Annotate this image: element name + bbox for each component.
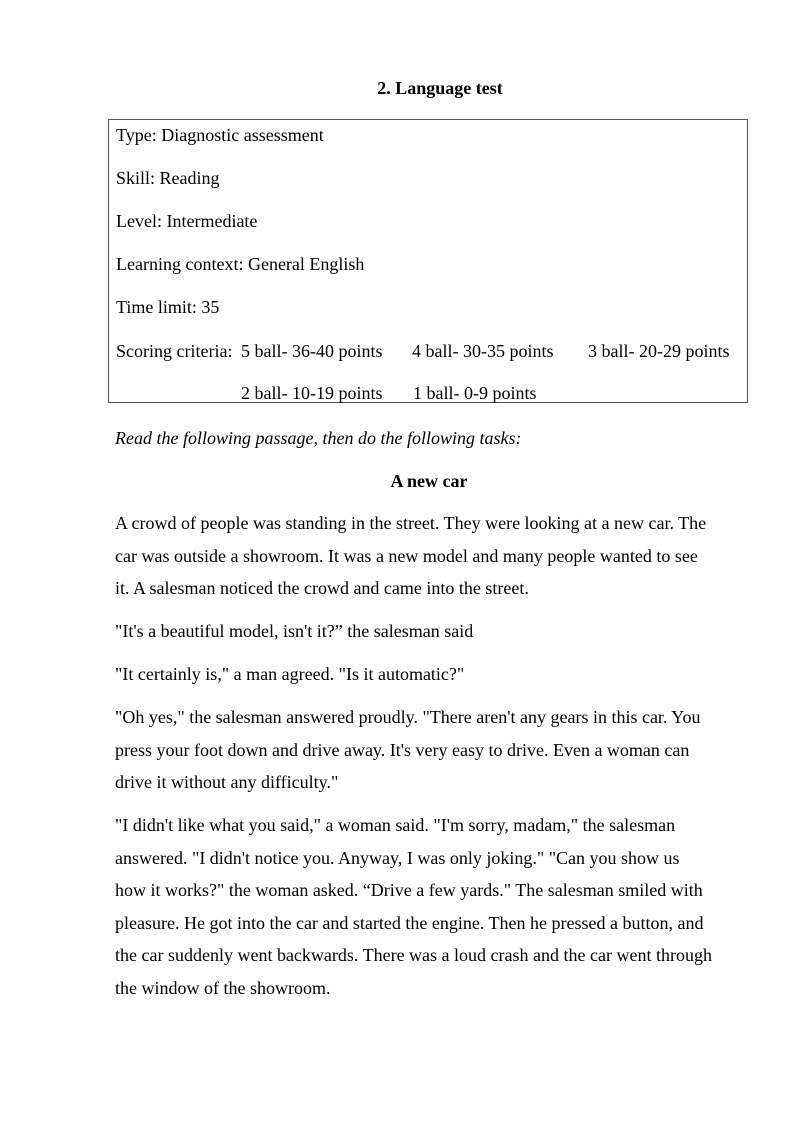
passage-paragraph xyxy=(115,658,745,691)
section-title: 2. Language test xyxy=(377,78,503,98)
info-skill: Skill: Reading xyxy=(116,168,220,188)
paragraph-line: the car suddenly went backwards. There was a loud crash and the car went through xyxy=(115,945,712,965)
test-info-box xyxy=(108,119,748,403)
passage-paragraph xyxy=(115,809,745,1004)
paragraph-line: drive it without any difficulty." xyxy=(115,772,339,792)
score-item: 5 ball- 36-40 points xyxy=(241,341,383,361)
info-level: Level: Intermediate xyxy=(116,211,258,231)
info-type: Type: Diagnostic assessment xyxy=(116,125,324,145)
passage-paragraph xyxy=(115,615,745,648)
paragraph-line: answered. "I didn't notice you. Anyway, I was only joking." "Can you show us xyxy=(115,847,680,868)
info-context: Learning context: General English xyxy=(116,254,365,274)
paragraph-line: how it works?" the woman asked. “Drive a few yards." The salesman smiled with xyxy=(115,880,703,900)
score-item: 1 ball- 0-9 points xyxy=(413,383,537,403)
paragraph-line: A crowd of people was standing in the street. They were looking at a new car. The xyxy=(115,513,707,533)
task-instruction: Read the following passage, then do the following tasks: xyxy=(115,428,522,448)
paragraph-line: pleasure. He got into the car and started the engine. Then he pressed a button, and xyxy=(115,912,704,933)
paragraph-line: car was outside a showroom. It was a new model and many people wanted to see xyxy=(115,545,698,566)
passage-paragraph xyxy=(115,701,745,799)
scoring-label: Scoring criteria: xyxy=(116,341,233,361)
passage-paragraph xyxy=(115,507,745,605)
score-item: 4 ball- 30-35 points xyxy=(412,341,554,361)
paragraph-line: the window of the showroom. xyxy=(115,977,331,998)
score-item: 3 ball- 20-29 points xyxy=(588,341,730,361)
paragraph-line: it. A salesman noticed the crowd and came into the street. xyxy=(115,578,529,598)
passage-title: A new car xyxy=(390,471,468,491)
info-time-limit: Time limit: 35 xyxy=(116,297,220,317)
paragraph-line: "It's a beautiful model, isn't it?” the salesman said xyxy=(115,621,474,641)
paragraph-line: "It certainly is," a man agreed. "Is it automatic?" xyxy=(115,664,465,684)
score-item: 2 ball- 10-19 points xyxy=(241,383,383,403)
paragraph-line: "Oh yes," the salesman answered proudly. "There aren't any gears in this car. You xyxy=(115,707,701,727)
paragraph-line: "I didn't like what you said," a woman said. "I'm sorry, madam," the salesman xyxy=(115,815,676,835)
paragraph-line: press your foot down and drive away. It's very easy to drive. Even a woman can xyxy=(115,739,690,760)
